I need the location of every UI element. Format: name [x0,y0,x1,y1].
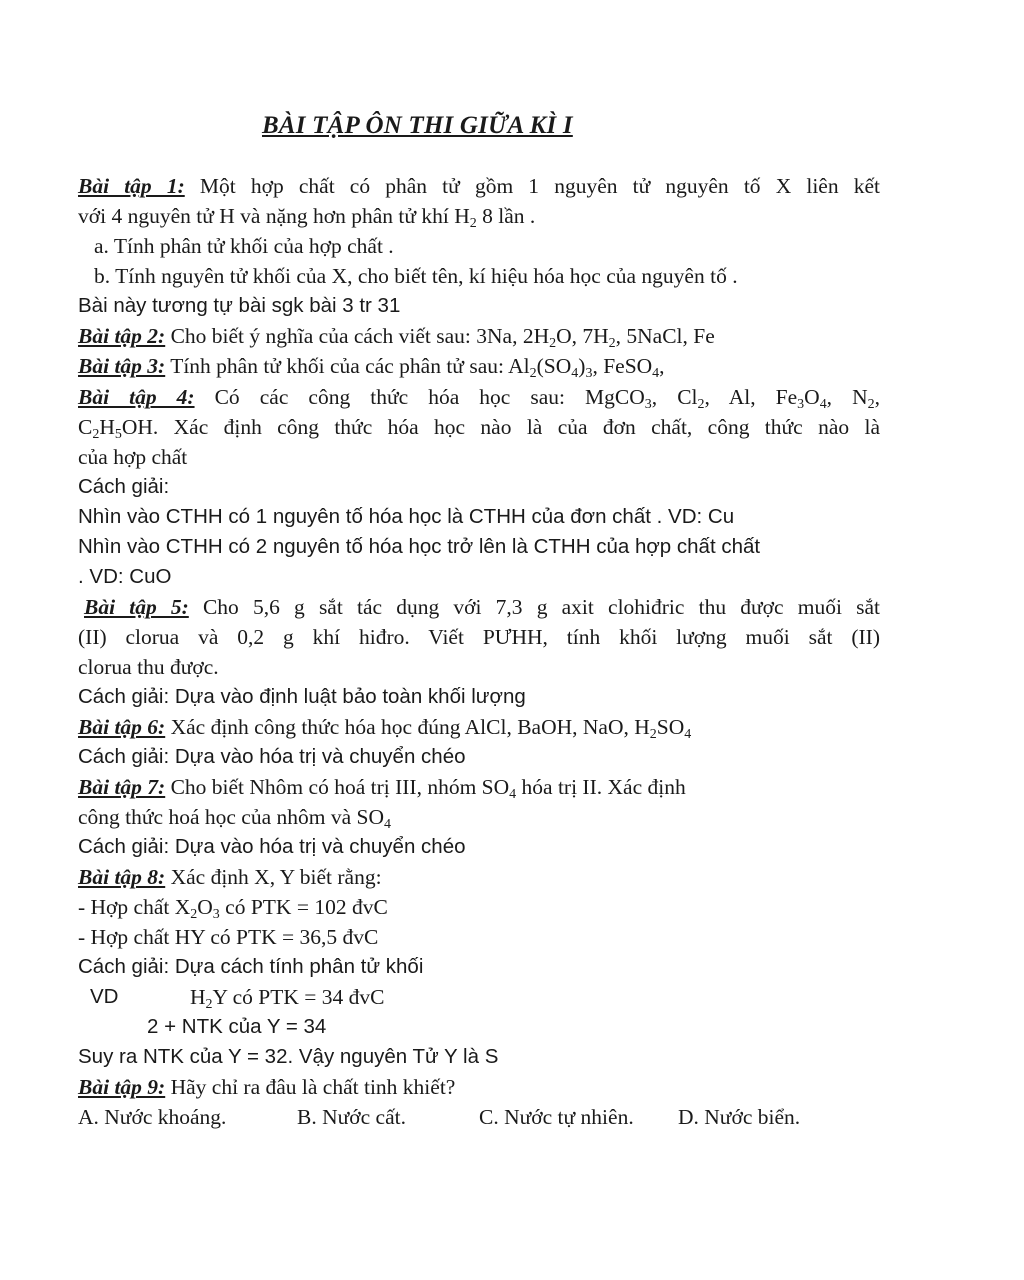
ex9-option-b: B. Nước cất. [297,1105,406,1129]
ex8-example-formula: $H_2Y$ có PTK = 34 đvC [190,985,385,1012]
ex4-line1: Bài tập 4: Có các công thức hóa học sau: MgCO$_3$, $Cl_2$, Al, $Fe_3O_4$, $N_2$, [78,385,880,412]
ex8-example-label: VD [90,985,119,1008]
ex7-line1: Bài tập 7: Cho biết Nhôm có hoá trị III, nhóm $SO_4$ hóa trị II. Xác định [78,775,686,802]
ex9-option-a: A. Nước khoáng. [78,1105,227,1129]
ex4-solution-3: . VD: CuO [78,565,172,588]
ex8-condition-2: - Hợp chất HY có PTK = 36,5 đvC [78,925,379,949]
ex8-result: Suy ra NTK của Y = 32. Vậy nguyên Tử Y là S [78,1045,499,1068]
ex1-line1: Bài tập 1: Một hợp chất có phân tử gồm 1 nguyên tử nguyên tố X liên kết [78,174,881,198]
ex3-label: Bài tập 3: [78,354,166,378]
ex4-solution-1: Nhìn vào CTHH có 1 nguyên tố hóa học là CTHH của đơn chất . VD: Cu [78,505,735,528]
ex6-solution: Cách giải: Dựa vào hóa trị và chuyển chéo [78,745,466,768]
ex8-label: Bài tập 8: [78,865,166,889]
ex8-condition-1: - Hợp chất $X_2O_3$ có PTK = 102 đvC [78,895,388,922]
ex1-part-b: b. Tính nguyên tử khối của X, cho biết tên, kí hiệu hóa học của nguyên tố . [94,264,738,288]
ex7-solution: Cách giải: Dựa vào hóa trị và chuyển chéo [78,835,466,858]
ex9-line: Bài tập 9: Hãy chỉ ra đâu là chất tinh khiết? [78,1075,456,1099]
ex4-line3: của hợp chất [78,445,188,469]
ex4-solution-2: Nhìn vào CTHH có 2 nguyên tố hóa học trở lên là CTHH của hợp chất chất [78,535,761,558]
ex9-option-c: C. Nước tự nhiên. [479,1105,634,1129]
ex5-solution: Cách giải: Dựa vào định luật bảo toàn khối lượng [78,685,526,708]
ex5-line2: (II) clorua và 0,2 g khí hiđro. Viết PƯHH, tính khối lượng muối sắt (II) [78,625,880,649]
ex1-line2: với 4 nguyên tử H và nặng hơn phân tử khí $H_2$ 8 lần . [78,204,536,231]
ex8-line: Bài tập 8: Xác định X, Y biết rằng: [78,865,382,889]
ex4-solution-label: Cách giải: [78,475,170,498]
ex4-line2: $C_2H_5OH$. Xác định công thức hóa học nào là của đơn chất, công thức nào là [78,415,880,442]
ex7-line2: công thức hoá học của nhôm và $SO_4$ [78,805,391,832]
ex9-option-d: D. Nước biển. [678,1105,801,1129]
ex1-part-a: a. Tính phân tử khối của hợp chất . [94,234,394,258]
ex5-label: Bài tập 5: [84,595,189,619]
ex3-line: Bài tập 3: Tính phân tử khối của các phân tử sau: $Al_2(SO_4)_3$, FeSO$_4$, [78,354,665,381]
ex2-label: Bài tập 2: [78,324,166,348]
ex6-label: Bài tập 6: [78,715,166,739]
ex5-line1: Bài tập 5: Cho 5,6 g sắt tác dụng với 7,3 g axit clohiđric thu được muối sắt [84,595,880,619]
ex4-label: Bài tập 4: [78,385,195,409]
ex7-label: Bài tập 7: [78,775,166,799]
ex5-line3: clorua thu được. [78,655,219,679]
ex9-label: Bài tập 9: [78,1075,166,1099]
ex8-solution: Cách giải: Dựa cách tính phân tử khối [78,955,424,978]
ex1-label: Bài tập 1: [78,174,185,198]
page-title: BÀI TẬP ÔN THI GIỮA KÌ I [262,112,573,139]
ex2-line: Bài tập 2: Cho biết ý nghĩa của cách viết sau: 3Na, $2H_2O$, $7H_2$, 5NaCl, Fe [78,324,715,351]
ex6-line: Bài tập 6: Xác định công thức hóa học đúng AlCl, BaOH, NaO, $H_2SO_4$ [78,715,692,742]
ex8-calculation: 2 + NTK của Y = 34 [147,1015,327,1038]
ex1-note: Bài này tương tự bài sgk bài 3 tr 31 [78,294,401,317]
